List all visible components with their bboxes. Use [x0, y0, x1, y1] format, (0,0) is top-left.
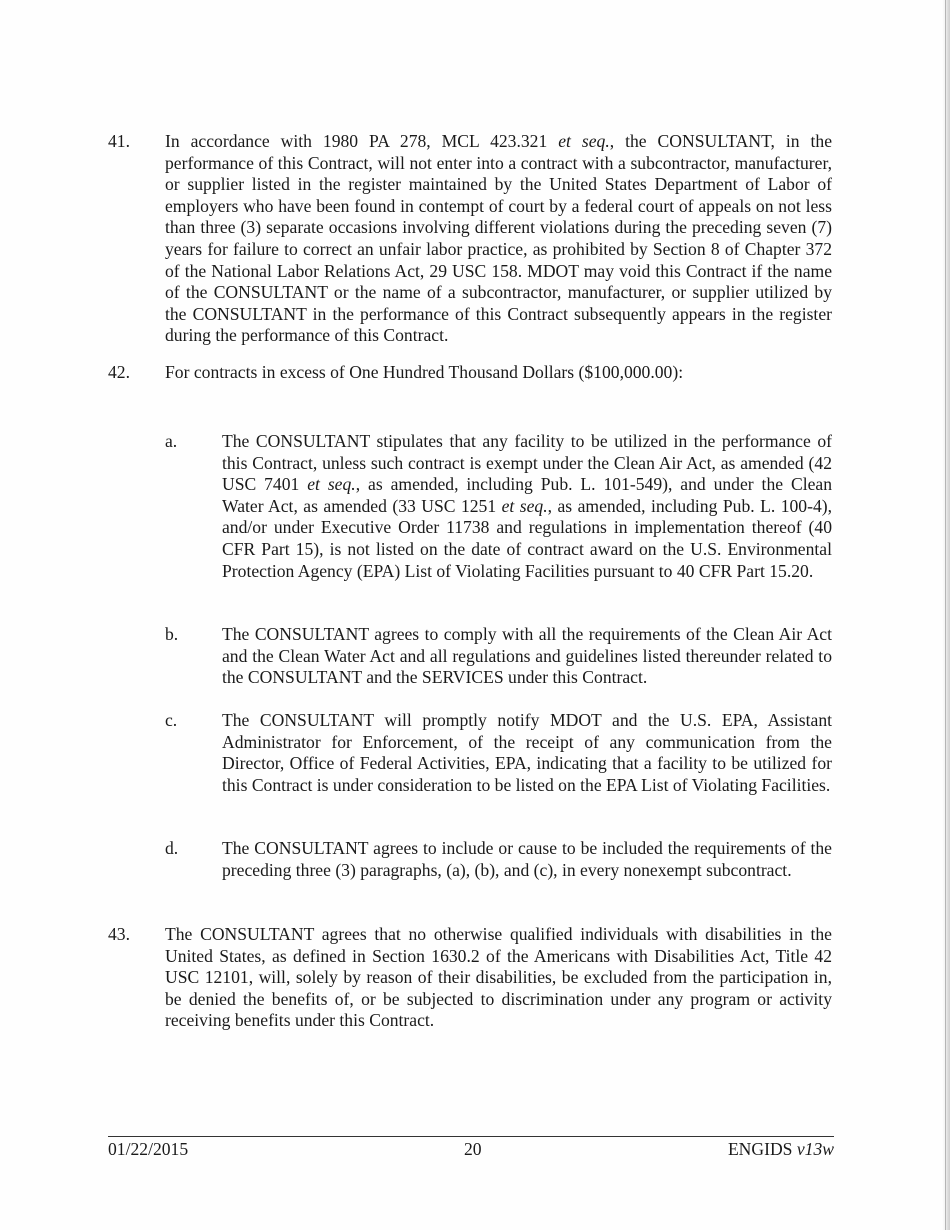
clause-text: For contracts in excess of One Hundred Thousand Dollars ($100,000.00):: [165, 362, 684, 382]
footer-date: 01/22/2015: [108, 1139, 189, 1159]
subclause-letter: d.: [165, 838, 179, 858]
clause-text: The CONSULTANT agrees that no otherwise qualified individuals with disabilities in the United States, as defined in Section 1630.2 of the Americans with Disabilities Act, Title 42 USC 12101, will, solely by reason of their disabilities, be excluded from the participation in, be denied the benefits of, or be subjected to discrimination under any program or activity receiving benefits under this Contract.: [165, 924, 832, 1031]
clause-text: In accordance with 1980 PA 278, MCL 423.321 et seq., the CONSULTANT, in the performance of this Contract, will not enter into a contract with a subcontractor, manufacturer, or supplier listed in the register maintained by the United States Department of Labor of employers who have been found in contempt of court by a federal court of appeals on not less than three (3) separate occasions involving different violations during the preceding seven (7) years for failure to correct an unfair labor practice, as prohibited by Section 8 of Chapter 372 of the National Labor Relations Act, 29 USC 158. MDOT may void this Contract if the name of the CONSULTANT or the name of a subcontractor, manufacturer, or supplier utilized by the CONSULTANT in the performance of this Contract subsequently appears in the register during the performance of this Contract.: [165, 131, 833, 346]
subclause-text: The CONSULTANT will promptly notify MDOT and the U.S. EPA, Assistant Administrator for Enforcement, of the receipt of any communication from the Director, Office of Federal Activities, EPA, indicating that a facility to be utilized for this Contract is under consideration to be listed on the EPA List of Violating Facilities.: [222, 710, 832, 795]
clause-number: 41.: [108, 131, 130, 151]
subclause-text: The CONSULTANT agrees to include or cause to be included the requirements of the preceding three (3) paragraphs, (a), (b), and (c), in every nonexempt subcontract.: [222, 838, 832, 880]
subclause-text: The CONSULTANT stipulates that any facility to be utilized in the performance of this Contract, unless such contract is exempt under the Clean Air Act, as amended (42 USC 7401 et seq., as amended, including Pub. L. 101-549), and under the Clean Water Act, as amended (33 USC 1251 et seq., as amended, including Pub. L. 100-4), and/or under Executive Order 11738 and regulations in implementation thereof (40 CFR Part 15), is not listed on the date of contract award on the U.S. Environmental Protection Agency (EPA) List of Violating Facilities pursuant to 40 CFR Part 15.20.: [222, 431, 832, 581]
footer-version: v13w: [796, 1139, 834, 1159]
clause-number: 42.: [108, 362, 130, 382]
subclause-text: The CONSULTANT agrees to comply with all the requirements of the Clean Air Act and the Clean Water Act and all regulations and guidelines listed thereunder related to the CONSULTANT and the SERVICES under this Contract.: [222, 624, 832, 688]
subclause-letter: c.: [165, 710, 178, 730]
scan-edge-shadow: [942, 0, 950, 1230]
italic-term: et seq.: [307, 474, 356, 495]
subclause-letter: a.: [165, 431, 178, 451]
subclause-letter: b.: [165, 624, 179, 644]
clause-number: 43.: [108, 924, 130, 944]
footer-doc-id: ENGIDS: [727, 1139, 793, 1159]
italic-term: et seq.: [501, 495, 548, 516]
scan-edge-line: [945, 0, 946, 1230]
footer-rule: [108, 1136, 834, 1137]
footer-doc-version: [728, 1139, 834, 1161]
italic-term: et seq.: [558, 131, 610, 151]
footer-page-number: 20: [464, 1139, 482, 1159]
